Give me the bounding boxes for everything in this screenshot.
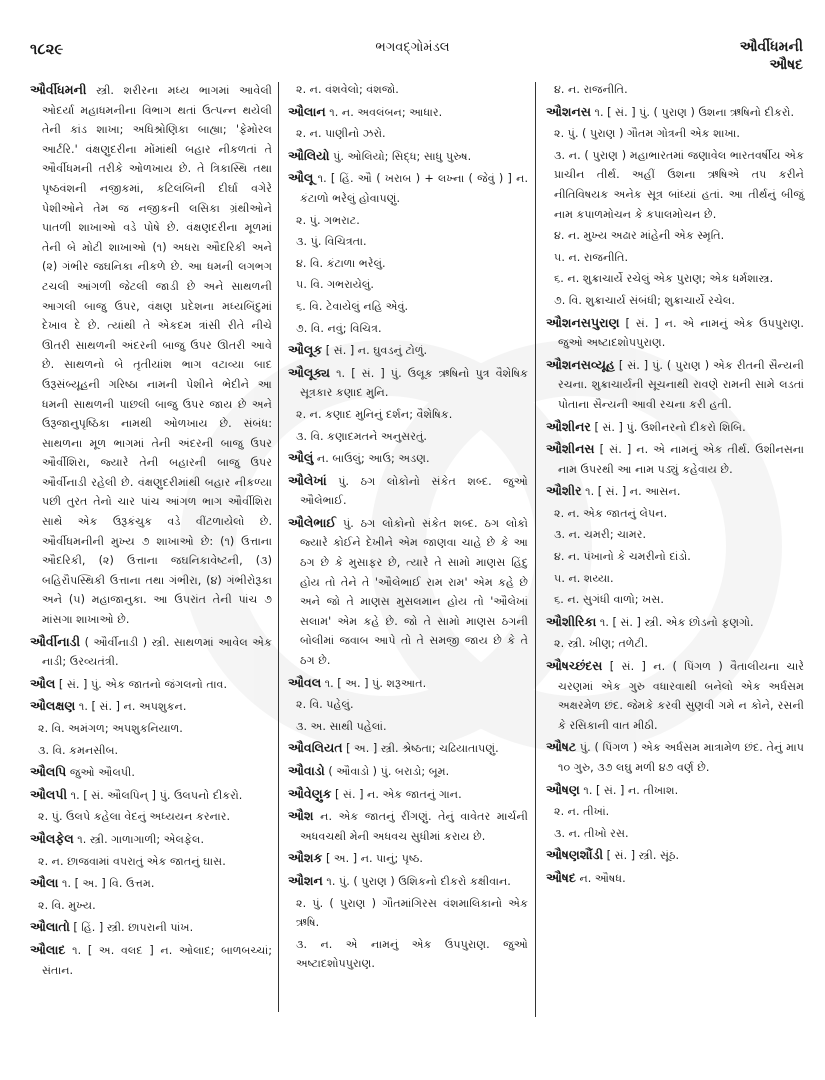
entry-headword: ઔષણ xyxy=(546,781,580,797)
entry-definition: [ સં. ] સ્ત્રી. સૂંઠ. xyxy=(606,849,680,863)
entry-definition: [ સં. ] ન. એક જાતનું ગાન. xyxy=(334,787,462,801)
entry-headword: ઔલપી xyxy=(30,786,68,802)
entry-definition: ૧. [ સં. ઔલપિન્ ] પું. ઉલપનો દીકરો. xyxy=(70,788,243,802)
dictionary-columns xyxy=(0,80,825,1040)
entry-sense: ૫. વિ. ગભરાયેલું. xyxy=(296,278,374,292)
column-2 xyxy=(288,80,528,976)
entry-definition: ૧. [ સં. ] પું. ( પુરાણ ) ઉશના ઋષિનો દીકરો. xyxy=(594,105,795,119)
entry-definition: ૧. સ્ત્રી. ગાળાગાળી; એલફેલ. xyxy=(77,832,205,846)
dictionary-entry xyxy=(288,761,528,782)
guide-word-first: ઔર્વીધમની xyxy=(739,39,803,55)
entry-headword: ઔશન xyxy=(288,872,323,888)
dictionary-entry xyxy=(546,656,804,735)
entry-definition: [ સં. ] ન. એ નામનું એક તીર્થ. ઉશીનસના નામ ઉપરથી આ નામ પડ્યું કહેવાય છે. xyxy=(558,443,805,476)
entry-definition: પું. ઓલિયો; સિદ્ધ; સાધુ પુરુષ. xyxy=(333,149,472,163)
entry-headword: ઔલેખાં xyxy=(288,472,327,488)
guide-words xyxy=(740,38,803,74)
entry-definition: ૧. ન. અવલંબન; આધાર. xyxy=(329,105,443,119)
dictionary-entry xyxy=(30,762,272,783)
entry-definition: [ સં. ] ન. ( પિંગળ ) વૈતાલીયના ચારે ચરણમાં એક ગુરુ વધારવાથી બનેલો એક અર્ધસમ અક્ષરમેળ છંદ. જેમકે કરવી સુણવી ગમે ન કોને, રસની કે રસિકાની વાત મીઠી. xyxy=(558,660,804,732)
entry-sense: ૭. વિ. નવું; વિચિત્ર. xyxy=(296,321,382,335)
entry-headword: ઔલ xyxy=(30,675,56,691)
dictionary-entry xyxy=(546,439,804,479)
dictionary-entry xyxy=(288,673,528,694)
page-header xyxy=(0,0,825,80)
dictionary-entry xyxy=(288,146,528,167)
entry-headword: ઔશીનર xyxy=(546,418,591,434)
entry-definition: [ સં. ] પું. ( પુરાણ ) એક રીતની સૈન્યની રચના. શુક્રાચાર્યની સૂચનાથી રાવણે રામની સામે લડતાં પોતાના સૈન્યની આવી રચના કરી હતી. xyxy=(558,358,804,411)
entry-definition: [ અ. ] ન. પાનું; પૃષ્ઠ. xyxy=(325,852,423,866)
entry-sense: ૬. ન. સુગંધી વાળો; ખસ. xyxy=(554,593,664,607)
entry-definition: ૧. [ હિં. ઔ ( ખરાબ ) + લખ્ના ( જેવું ) ] ન. કંટાળો ભરેલું હોવાપણું. xyxy=(300,172,529,205)
entry-definition: [ સં. ] ન. એ નામનું એક ઉપપુરાણ. જુઓ અષ્ટાદશોપપુરાણ. xyxy=(558,316,804,350)
entry-sense: ૨. વિ. મુખ્ય. xyxy=(38,898,96,912)
dictionary-entry xyxy=(30,696,272,717)
entry-sense: ૪. ન. મુખ્ય અઢાર માંહેની એક સ્મૃતિ. xyxy=(554,229,725,243)
entry-definition: પું. ( પિંગળ ) એક અર્ધસમ માત્રામેળ છંદ. તેનું માપ ૧૦ ગુરુ, ૩૭ લઘુ મળી ૪૭ વર્ણ છે. xyxy=(558,741,804,774)
entry-headword: ઔશનસપુરાણ xyxy=(546,314,620,330)
dictionary-entry xyxy=(30,785,272,806)
entry-sense: ૩. ન. એ નામનું એક ઉપપુરાણ. જુઓ અષ્ટાદશોપપુરાણ. xyxy=(296,937,528,971)
entry-headword: ઔષટ xyxy=(546,739,577,755)
entry-headword: ઔષદ xyxy=(546,869,576,885)
entry-headword: ઔવેણુક xyxy=(288,785,332,801)
entry-definition: ( ઔવાડો ) પું. બરાડો; બૂમ. xyxy=(328,765,450,778)
entry-headword: ઔલૂ xyxy=(288,170,314,186)
entry-definition: [ અ. ] સ્ત્રી. શ્રેષ્ઠતા; ચઢિયાતાપણું. xyxy=(346,742,499,756)
dictionary-entry xyxy=(546,313,804,353)
entry-headword: ઔર્વીધમની xyxy=(30,82,87,97)
entry-headword: ઔવાડો xyxy=(288,763,325,778)
entry-sense: ૬. વિ. ટેવાયેલું નહિ એવું. xyxy=(296,299,409,313)
entry-sense: ૨. ન. એક જાતનું લેપન. xyxy=(554,506,668,520)
entry-headword: ઔવલ xyxy=(288,674,322,690)
entry-definition: ૧. [ સં. ] સ્ત્રી. એક છોડનો ફણગો. xyxy=(599,615,754,629)
guide-word-last: ઔષદ xyxy=(769,57,803,73)
entry-definition: ન. બાઉલું; આઉ; અડણ. xyxy=(316,452,430,466)
entry-sense: ૩. ન. ( પુરાણ ) મહાભારતમાં જણાવેલ ભારતવર્ષીય એક પ્રાચીન તીર્થ. અહીં ઉશના ઋષિએ તપ કરીને નીતિવિષયક અનેક સૂત્ર બાંધ્યાં હતાં. આ તીર્થનું બીજું નામ કપાળમોચન કે કપાલમોચન છે. xyxy=(554,148,804,221)
entry-sense: ૩. વિ. કમનસીબ. xyxy=(38,743,119,757)
entry-sense: ૨. ન. પાણીનો ઝરો. xyxy=(296,127,386,141)
entry-sense: ૨. પું. ગભરાટ. xyxy=(296,213,360,227)
column-1 xyxy=(30,80,272,982)
page-number: ૧૮૨૯ xyxy=(30,40,64,58)
dictionary-entry xyxy=(288,738,528,759)
dictionary-entry xyxy=(546,481,804,502)
entry-sense: ૨. ન. વંશવેલો; વંશજો. xyxy=(296,83,399,96)
entry-sense: ૨. વિ. પહેલું. xyxy=(296,698,354,712)
dictionary-entry xyxy=(546,868,804,889)
dictionary-entry xyxy=(546,612,804,633)
entry-headword: ઔલપિ xyxy=(30,764,67,780)
dictionary-entry xyxy=(288,168,528,208)
dictionary-entry xyxy=(30,940,272,980)
dictionary-entry xyxy=(546,845,804,866)
entry-definition: ૧. [ અ. વલદ ] ન. ઓલાદ; બાળબચ્ચાં; સંતાન. xyxy=(42,943,273,977)
entry-headword: ઔશ xyxy=(288,808,314,824)
entry-definition: ૧. [ સં. ] ન. આસન. xyxy=(585,485,681,499)
entry-sense: ૪. ન. રાજનીતિ. xyxy=(554,83,628,96)
dictionary-entry xyxy=(288,340,528,361)
entry-definition: ન. એક જાતનું રીંગણું. તેનું વાવેતર માર્ચની અધવચથી મેની અધવચ સુધીમાં કરાય છે. xyxy=(300,810,529,843)
entry-headword: ઔશનસ xyxy=(546,103,591,119)
entry-sense: ૪. ન. પંખાનો કે ચમરીનો દાંડો. xyxy=(554,550,691,564)
entry-definition: સ્ત્રી. શરીરના મધ્ય ભાગમાં આવેલી ઓદર્યા મહાધમનીના વિભાગ થતાં ઉત્પન્ન થયેલી તેની કાંડ શાખા; અધિશ્રોણિકા બાહ્યા; 'ફેમોરલ આર્ટરિ.' વંક્ષણુદરીના મોંમાંથી બહાર નીકળતાં તે ઔર્વીધમની તરીકે ઓળખાય છે. તે ત્રિકાસ્થિ તથા પૃષ્ઠવંશની નજીકમાં, કટિલંબિની દીર્ઘા વગેરે પેશીઓને તેમ જ નજીકની લસિકા ગ્રંથીઓને પાતળી શાખાઓ વડે પોષે છે. વંક્ષણદરીના મૂળમાં તેની બે મોટી શાખાઓ (૧) અધરા ઔદરિકી અને (૨) ગંભીર જઘનિકા નીકળે છે. આ ધમની લગભગ ટચલી આંગળી જેટલી જાડી છે અને સાથળની આગલી બાજુ ઉપર, વંક્ષણ પ્રદેશના મધ્યબિંદુમાં દેખાવ દે છે. ત્યાંથી તે એકદમ ત્રાંસી રીતે નીચે ઊતરી સાથળની અંદરની બાજુ ઉપર ઊતરી આવે છે. સાથળનો બે તૃતીયાંશ ભાગ વટાવ્યા બાદ ઉરૂસંબ્યૂહની ગરિષ્ઠા નામની પેશીને ભેદીને આ ધમની સાથળની પાછલી બાજુ ઉપર જાય છે અને ઉરૂજાનુપૃષ્ઠિકા નામથી ઓળખાય છે. સંબંધ: સાથળના મૂળ ભાગમાં તેની અંદરની બાજુ ઉપર ઔર્વીશિરા, જ્યારે તેની બહારની બાજુ ઉપર ઔર્વીનાડી રહેલી છે. વંક્ષણુદરીમાંથી બહાર નીકળ્યા પછી તુરત તેનો ચાર પાંચ આંગળ ભાગ ઔર્વીશિરા સાથે એક ઉરૂકંચુક વડે વીંટળાયેલો છે. ઔર્વીધમનીની મુખ્ય ૭ શાખાઓ છે: (૧) ઉત્તાના ઔદરિકી, (૨) ઉત્તાના જઘનિકાવેષ્ટની, (૩) બહિરૌપસ્થિકી ઉત્તાના તથા ગંભીરા, (૪) ગંભીરોરૂકા અને (૫) મહાજાનુકા. આ ઉપરાંત તેની પાંચ ૭ માંસગા શાખાઓ છે. xyxy=(42,84,272,627)
entry-headword: ઔષણશૌંડી xyxy=(546,847,604,863)
entry-definition: [ હિં. ] સ્ત્રી. છાપરાની પાંખ. xyxy=(73,921,194,935)
entry-headword: ઔલાદ xyxy=(30,941,66,957)
entry-headword: ઔશક xyxy=(288,850,323,866)
entry-definition: ( ઔર્વીનાડી ) સ્ત્રી. સાથળમાં આવેલ એક નાડી; ઉરવ્યતંત્રી. xyxy=(42,635,272,669)
entry-definition: પું. ઠગ લોકોનો સંકેત શબ્દ. જુઓ ઔલેભાઈ. xyxy=(300,474,528,508)
dictionary-entry xyxy=(288,363,528,403)
entry-sense: ૨. ન. કણાદ મુનિનું દર્શન; વૈશેષિક. xyxy=(296,407,453,421)
entry-sense: ૨. પું. ( પુરાણ ) ગૌતમાંગિરસ વંશમાલિકાનો એક ઋષિ. xyxy=(296,896,528,930)
entry-sense: ૨. વિ. અમંગળ; અપશુકનિયાળ. xyxy=(38,722,183,735)
entry-headword: ઔલું xyxy=(288,450,314,466)
entry-definition: [ સં. ] પું. ઉશીનરનો દીકરો શિબિ. xyxy=(594,420,746,434)
dictionary-entry xyxy=(288,784,528,805)
dictionary-entry xyxy=(30,632,272,672)
entry-headword: ઔલેભાઈ xyxy=(288,514,337,530)
entry-definition: ૧. [ સં. ] ન. તીખાશ. xyxy=(583,783,679,797)
entry-sense: ૩. ન. ચમરી; ચામર. xyxy=(554,528,647,542)
entry-sense: ૩. પું. વિચિત્રતા. xyxy=(296,235,367,249)
column-divider xyxy=(278,82,279,1012)
entry-definition: [ સં. ] ન. ઘુવડનું ટોળું. xyxy=(325,344,428,358)
entry-definition: ૧. પું. ( પુરાણ ) ઉશિકનો દીકરો કક્ષીવાન. xyxy=(326,874,511,888)
entry-headword: ઔશીનસ xyxy=(546,441,595,457)
entry-definition: જુઓ ઔલપી. xyxy=(69,766,135,780)
dictionary-entry xyxy=(288,471,528,511)
entry-headword: ઔલિયો xyxy=(288,147,330,163)
running-title: ભગવદ્ગોમંડલ xyxy=(375,40,450,55)
dictionary-entry xyxy=(288,806,528,846)
entry-headword: ઔર્વીનાડી xyxy=(30,633,81,649)
entry-sense: ૨. સ્ત્રી. ખીણ; તળેટી. xyxy=(554,637,648,651)
entry-headword: ઔશનસવ્યૂહ xyxy=(546,356,615,372)
dictionary-entry xyxy=(546,417,804,438)
entry-headword: ઔલા xyxy=(30,875,59,891)
entry-headword: ઔશીર xyxy=(546,483,582,499)
entry-sense: ૩. વિ. કણાદમતને અનુસરતું. xyxy=(296,429,427,443)
entry-definition: ન. ઔષધ. xyxy=(579,871,626,885)
dictionary-entry xyxy=(288,848,528,869)
entry-headword: ઔશીરિકા xyxy=(546,613,597,629)
entry-headword: ઔલૂક xyxy=(288,342,323,358)
entry-headword: ઔલૂક્ય xyxy=(288,364,330,380)
dictionary-entry xyxy=(30,873,272,894)
entry-headword: ઔલાતો xyxy=(30,919,70,935)
entry-sense: ૭. વિ. શુક્રાચાર્ય સંબંધી; શુક્રાચાર્યે રચેલ. xyxy=(554,293,735,307)
entry-sense: ૨. ન. છાજવામાં વપરાતું એક જાતનું ઘાસ. xyxy=(38,854,226,868)
entry-definition: ૧. [ અ. ] વિ. ઉત્તમ. xyxy=(61,877,155,891)
dictionary-entry xyxy=(288,513,528,671)
entry-sense: ૫. ન. શય્યા. xyxy=(554,571,614,585)
entry-sense: ૩. ન. તીખો રસ. xyxy=(554,826,629,840)
entry-sense: ૪. વિ. કંટાળા ભરેલું. xyxy=(296,256,386,270)
entry-headword: ઔલફેલ xyxy=(30,830,74,846)
dictionary-entry xyxy=(288,102,528,123)
dictionary-entry xyxy=(288,871,528,892)
entry-definition: ૧. [ સં. ] પું. ઉલૂક ઋષિનો પુત્ર વૈશેષિક સૂત્રકાર કણાદ મુનિ. xyxy=(300,366,528,400)
entry-headword: ઔલક્ષણ xyxy=(30,698,76,714)
dictionary-entry xyxy=(30,674,272,695)
entry-sense: ૩. અ. સાથી પહેલાં. xyxy=(296,719,387,733)
dictionary-entry xyxy=(546,737,804,777)
entry-definition: [ સં. ] પું. એક જાતનો જંગલનો તાવ. xyxy=(58,677,228,691)
entry-sense: ૫. ન. રાજનીતિ. xyxy=(554,250,629,264)
dictionary-entry xyxy=(546,780,804,801)
dictionary-entry xyxy=(30,80,272,630)
dictionary-entry xyxy=(546,355,804,415)
entry-headword: ઔષચ્છંદસ xyxy=(546,658,603,674)
entry-sense: ૬. ન. શુક્રાચાર્યે રચેલું એક પુરાણ; એક ધર્મશાસ્ત્ર. xyxy=(554,272,774,286)
entry-sense: ૨. પું. ઉલપે કહેલા વેદનું અધ્યયન કરનાર. xyxy=(38,810,231,824)
entry-sense: ૨. ન. તીખાં. xyxy=(554,805,610,819)
entry-definition: પું. ઠગ લોકોનો સંકેત શબ્દ. ઠગ લોકો જ્યારે કોઈને દેખીને એમ જાણવા ચાહે છે કે આ ઠગ છે કે મુસાફર છે, ત્યારે તે સામો માણસ હિંદુ હોય તો તેને તે 'ઔલેભાઈ રામ રામ' એમ કહે છે અને જો તે માણસ મુસલમાન હોય તો 'ઔલેખાં સલામ' એમ કહે છે. જો તે સામો માણસ ઠગની બોલીમાં જવાબ આપે તો તે સમજી જાય છે કે તે ઠગ છે. xyxy=(300,516,528,668)
dictionary-entry xyxy=(546,102,804,123)
entry-sense: ૨. પું. ( પુરાણ ) ગૌતમ ગોત્રની એક શાખા. xyxy=(554,127,740,141)
dictionary-entry xyxy=(30,829,272,850)
entry-definition: ૧. [ સં. ] ન. અપશુકન. xyxy=(78,700,187,714)
dictionary-entry xyxy=(30,917,272,938)
dictionary-entry xyxy=(288,448,528,469)
entry-headword: ઔલાન xyxy=(288,103,326,119)
entry-headword: ઔવલિયત xyxy=(288,740,343,756)
column-divider xyxy=(535,82,536,1017)
entry-definition: ૧. [ અ. ] પું. શરૂઆત. xyxy=(324,676,427,690)
column-3 xyxy=(546,80,804,891)
